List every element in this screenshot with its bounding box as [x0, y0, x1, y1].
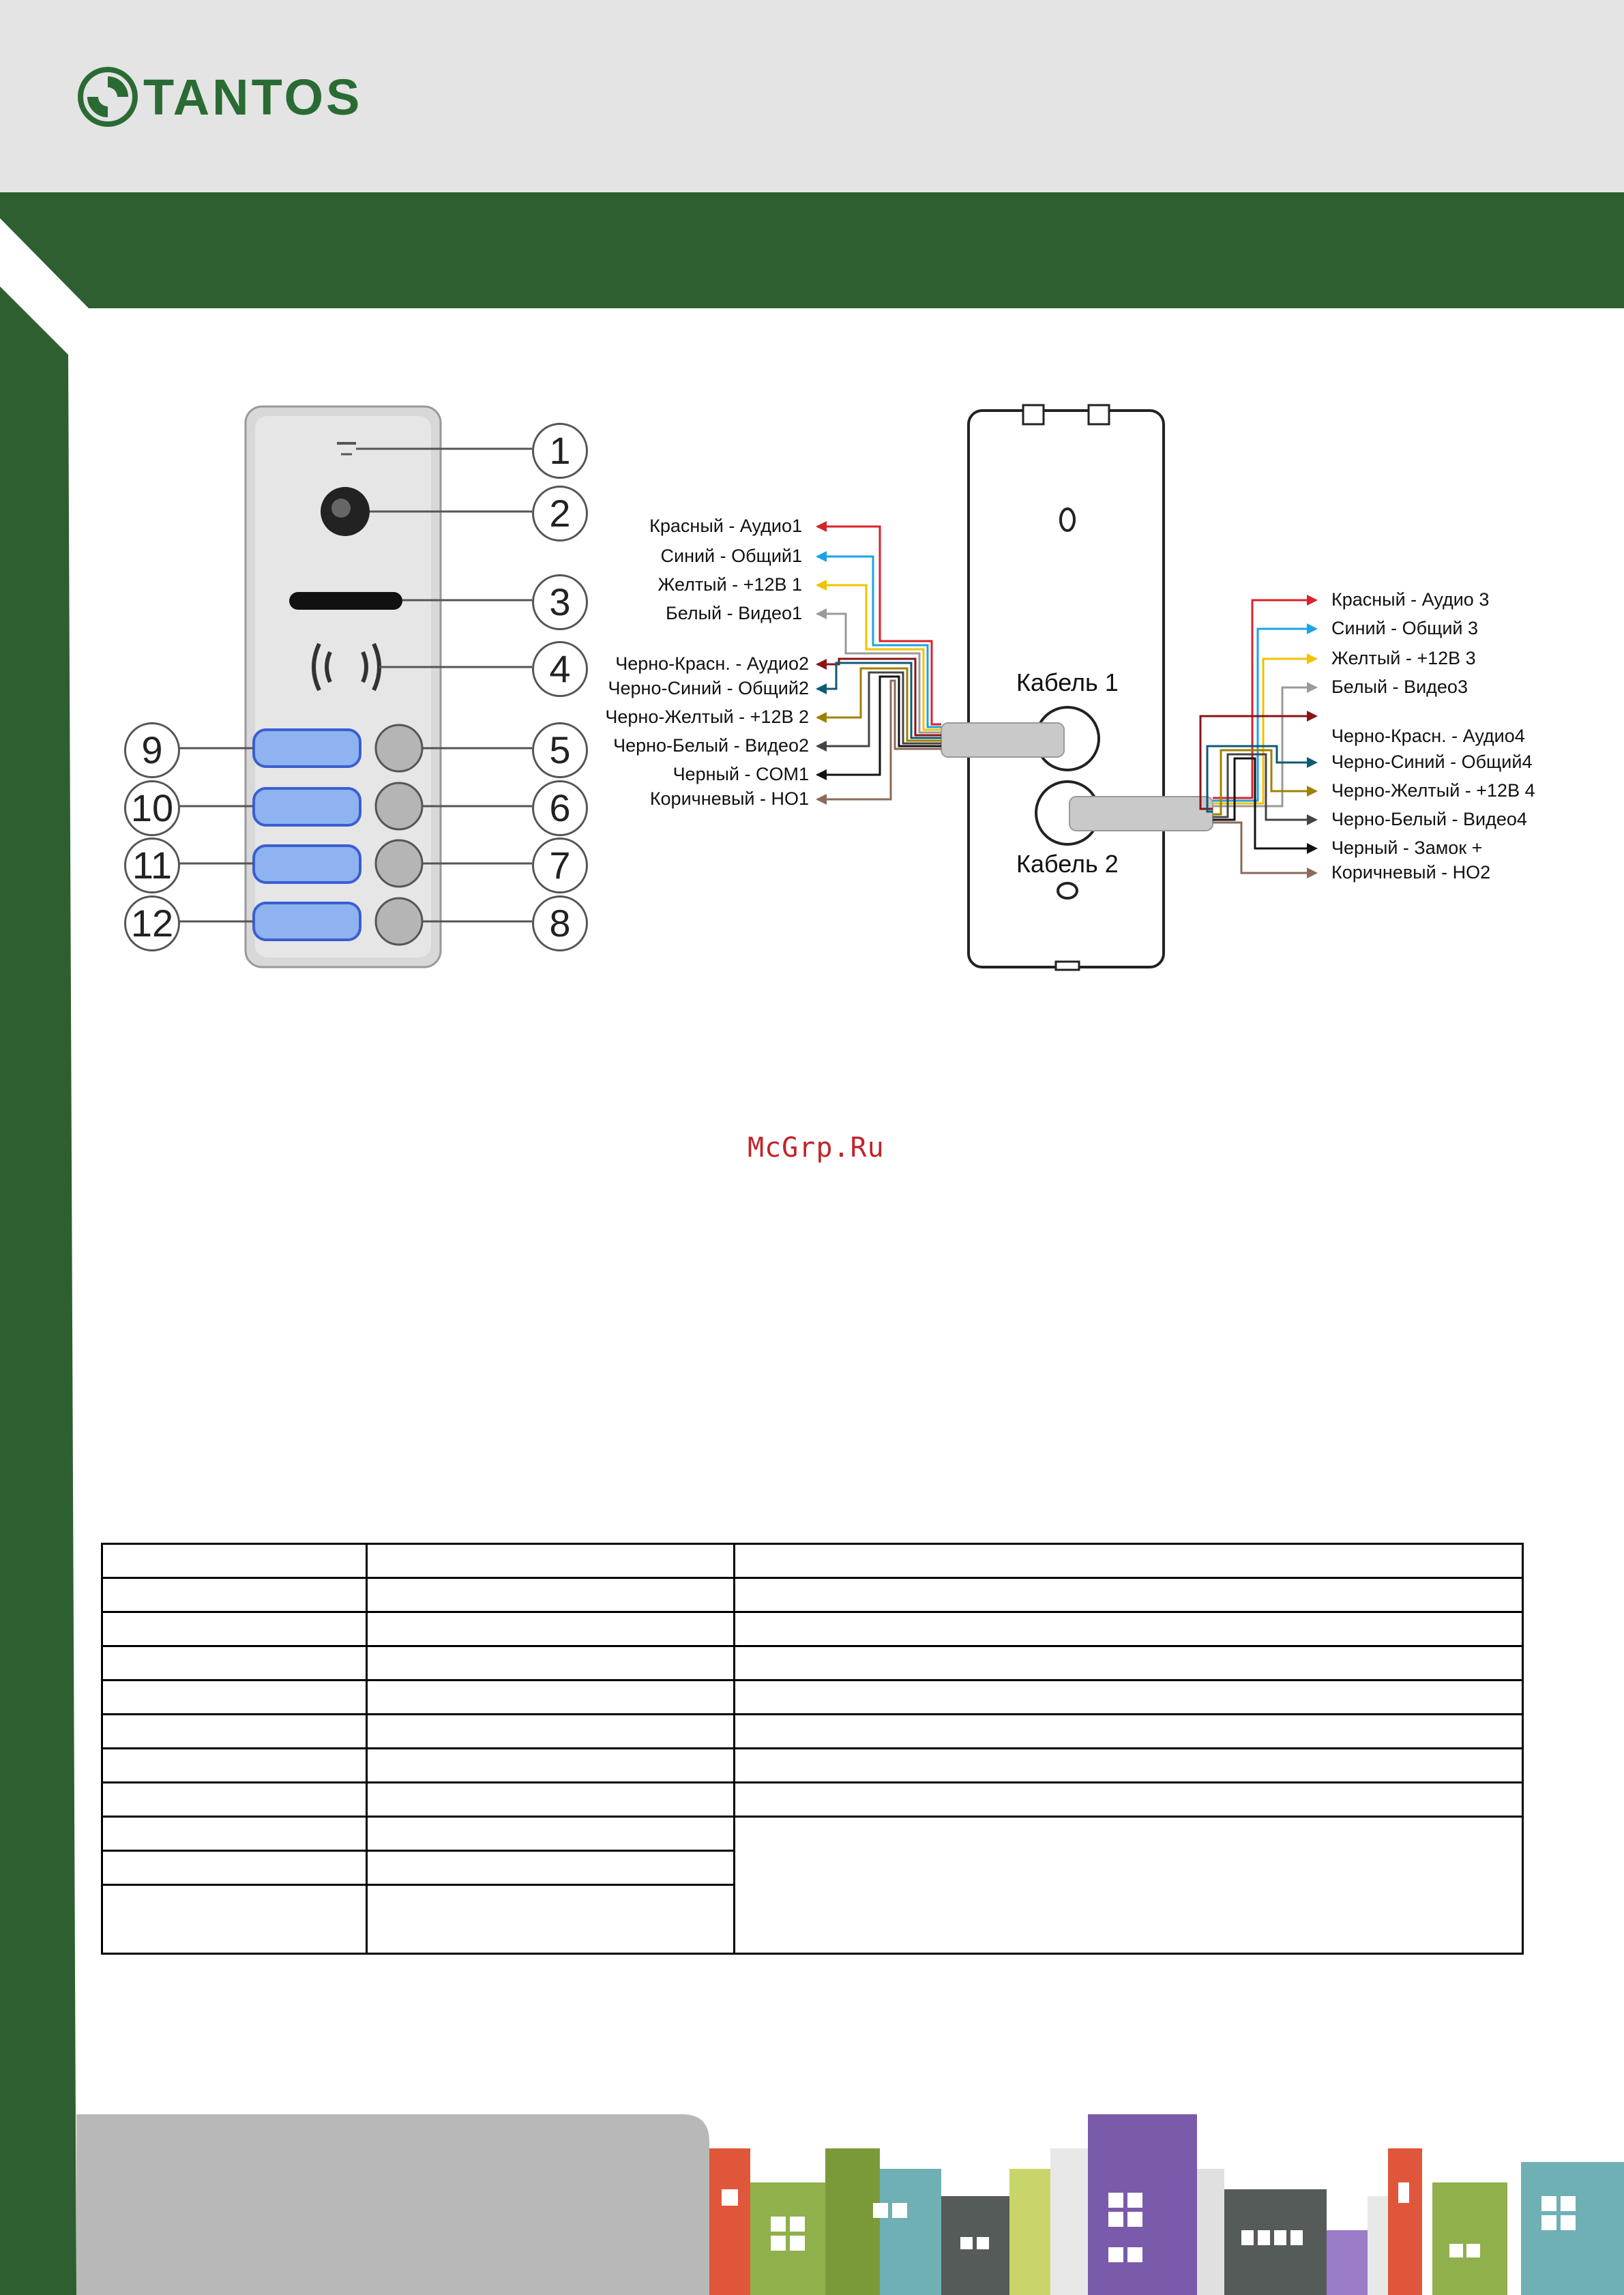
logo-text: TANTOS	[143, 69, 363, 125]
callout-1: 1	[532, 423, 588, 479]
table-row	[102, 1715, 1523, 1749]
cable-2-sleeve	[1069, 797, 1213, 831]
callout-3: 3	[532, 574, 588, 630]
table-row	[102, 1680, 1523, 1715]
wire-label-blackred-audio2: Черно-Красн. - Аудио2	[615, 653, 809, 674]
wire-label-blackblue-common2: Черно-Синий - Общий2	[608, 678, 809, 698]
table-row	[102, 1749, 1523, 1783]
wire-label-brown-no2: Коричневый - НО2	[1331, 862, 1491, 883]
cable-1-label: Кабель 1	[1016, 668, 1119, 696]
cable-2-wires	[1200, 600, 1315, 873]
table-row	[102, 1612, 1523, 1646]
cable-2-arrowheads	[1307, 595, 1318, 878]
cable-2-label: Кабель 2	[1016, 850, 1119, 878]
wire-label-red-audio1: Красный - Аудио1	[649, 516, 802, 536]
table-row	[102, 1783, 1523, 1817]
spec-table	[101, 1543, 1524, 1955]
table-row	[102, 1544, 1523, 1578]
wire-label-blackblue-common4: Черно-Синий - Общий4	[1331, 752, 1533, 772]
wire-label-white-video3: Белый - Видео3	[1331, 677, 1468, 697]
wire-label-black-com1: Черный - COM1	[673, 764, 809, 784]
wire-label-blue-common1: Синий - Общий1	[660, 546, 802, 566]
wire-label-yellow-12v3: Желтый - +12В 3	[1331, 648, 1476, 668]
wire-label-blackwhite-video4: Черно-Белый - Видео4	[1331, 809, 1527, 829]
wire-label-red-audio3: Красный - Аудио 3	[1331, 589, 1490, 610]
table-row	[102, 1646, 1523, 1680]
callout-8: 8	[532, 895, 588, 951]
watermark: McGrp.Ru	[748, 1132, 885, 1164]
callout-7: 7	[532, 838, 588, 893]
callout-9: 9	[124, 722, 180, 778]
table-row	[102, 1817, 1523, 1851]
wire-label-black-lock: Черный - Замок +	[1331, 838, 1483, 858]
callout-12: 12	[124, 895, 180, 951]
cable-1-wires	[817, 527, 941, 799]
wire-label-white-video1: Белый - Видео1	[666, 603, 802, 623]
wire-label-blackyellow-12v2: Черно-Желтый - +12В 2	[605, 707, 809, 727]
wire-label-brown-no1: Коричневый - НО1	[649, 788, 809, 809]
callout-10: 10	[124, 780, 180, 836]
wire-label-blackwhite-video2: Черно-Белый - Видео2	[613, 735, 809, 756]
cable-1-arrowheads	[816, 521, 827, 805]
table-row	[102, 1578, 1523, 1612]
wire-label-blackred-audio4: Черно-Красн. - Аудио4	[1331, 726, 1525, 746]
callout-5: 5	[532, 722, 588, 778]
callout-2: 2	[532, 486, 588, 542]
wire-label-blackyellow-12v4: Черно-Желтый - +12В 4	[1331, 780, 1535, 801]
wire-label-blue-common3: Синий - Общий 3	[1331, 618, 1479, 638]
ir-illuminator	[289, 592, 402, 610]
callout-11: 11	[124, 838, 180, 893]
cable-1-sleeve	[941, 723, 1064, 757]
callout-4: 4	[532, 641, 588, 697]
callout-6: 6	[532, 780, 588, 836]
wire-label-yellow-12v1: Желтый - +12В 1	[658, 574, 802, 595]
